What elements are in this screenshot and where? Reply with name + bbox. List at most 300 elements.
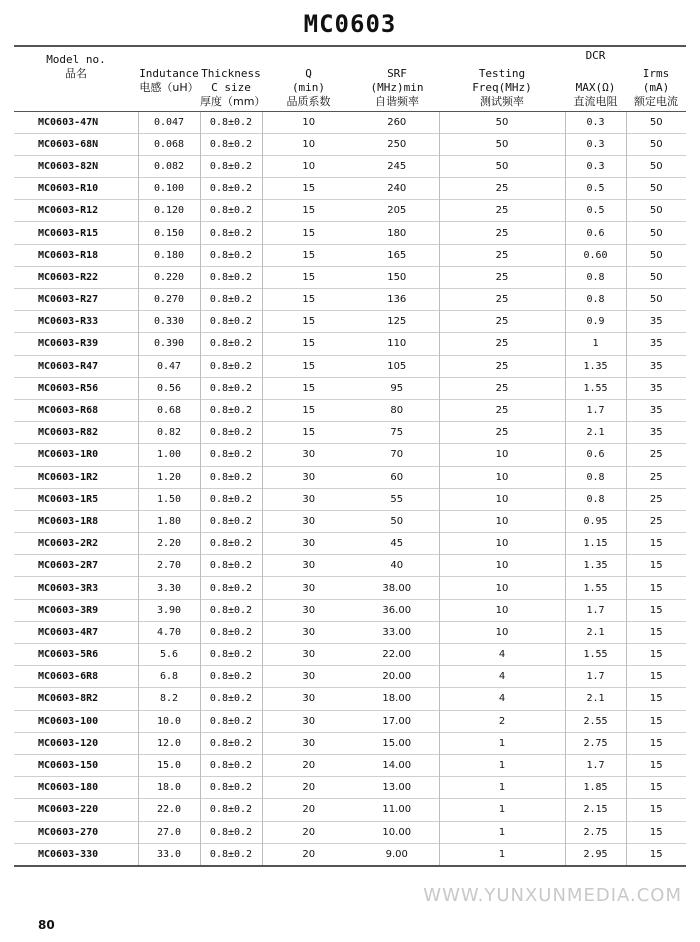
header-irms-en1: Irms	[642, 66, 670, 80]
header-srf-en1: SRF	[387, 66, 407, 80]
header-test-freq-en1: Testing	[478, 66, 526, 80]
header-inductance-en: Indutance	[139, 66, 199, 80]
cell-model: MC0603-R22	[14, 266, 138, 288]
cell-dcr: 1.7	[565, 599, 626, 621]
table-bottom-rule	[14, 865, 686, 867]
table-row	[14, 311, 686, 333]
cell-thickness: 0.8±0.2	[200, 311, 262, 333]
cell-q: 30	[262, 555, 355, 577]
cell-model: MC0603-R33	[14, 311, 138, 333]
cell-irms: 15	[626, 843, 686, 865]
cell-test-freq: 10	[439, 444, 565, 466]
cell-thickness: 0.8±0.2	[200, 200, 262, 222]
cell-thickness: 0.8±0.2	[200, 355, 262, 377]
cell-model: MC0603-R82	[14, 422, 138, 444]
cell-inductance: 0.270	[138, 289, 200, 311]
cell-dcr: 0.5	[565, 178, 626, 200]
cell-test-freq: 10	[439, 599, 565, 621]
table-row	[14, 355, 686, 377]
cell-inductance: 0.180	[138, 244, 200, 266]
cell-thickness: 0.8±0.2	[200, 754, 262, 776]
cell-model: MC0603-1R0	[14, 444, 138, 466]
table-row	[14, 333, 686, 355]
header-thickness	[200, 45, 266, 111]
cell-model: MC0603-68N	[14, 133, 138, 155]
cell-model: MC0603-5R6	[14, 644, 138, 666]
table-row	[14, 222, 686, 244]
cell-srf: 205	[355, 200, 439, 222]
table-row	[14, 155, 686, 177]
cell-test-freq: 4	[439, 688, 565, 710]
header-irms-zh: 额定电流	[634, 94, 678, 108]
cell-test-freq: 4	[439, 644, 565, 666]
cell-irms: 35	[626, 333, 686, 355]
cell-srf: 110	[355, 333, 439, 355]
cell-inductance: 0.120	[138, 200, 200, 222]
cell-srf: 17.00	[355, 710, 439, 732]
cell-model: MC0603-6R8	[14, 666, 138, 688]
table-row	[14, 200, 686, 222]
cell-test-freq: 10	[439, 488, 565, 510]
cell-dcr: 0.6	[565, 222, 626, 244]
header-dcr	[565, 45, 626, 111]
cell-model: MC0603-8R2	[14, 688, 138, 710]
header-model	[14, 45, 138, 111]
cell-dcr: 2.1	[565, 422, 626, 444]
table-row	[14, 399, 686, 421]
cell-thickness: 0.8±0.2	[200, 555, 262, 577]
cell-inductance: 0.068	[138, 133, 200, 155]
cell-q: 30	[262, 577, 355, 599]
cell-srf: 13.00	[355, 777, 439, 799]
table-row	[14, 732, 686, 754]
cell-thickness: 0.8±0.2	[200, 843, 262, 865]
cell-q: 15	[262, 200, 355, 222]
table-row	[14, 444, 686, 466]
cell-model: MC0603-150	[14, 754, 138, 776]
cell-irms: 15	[626, 599, 686, 621]
cell-model: MC0603-R10	[14, 178, 138, 200]
cell-thickness: 0.8±0.2	[200, 266, 262, 288]
table-row	[14, 133, 686, 155]
cell-inductance: 0.047	[138, 111, 200, 133]
header-dcr-en: MAX(Ω)	[575, 80, 616, 94]
cell-model: MC0603-180	[14, 777, 138, 799]
cell-irms: 25	[626, 488, 686, 510]
cell-q: 20	[262, 777, 355, 799]
cell-inductance: 0.330	[138, 311, 200, 333]
cell-inductance: 18.0	[138, 777, 200, 799]
cell-q: 30	[262, 488, 355, 510]
cell-model: MC0603-330	[14, 843, 138, 865]
cell-test-freq: 10	[439, 577, 565, 599]
table-row	[14, 599, 686, 621]
cell-model: MC0603-3R9	[14, 599, 138, 621]
cell-irms: 15	[626, 710, 686, 732]
cell-srf: 50	[355, 510, 439, 532]
cell-srf: 9.00	[355, 843, 439, 865]
spec-table	[14, 45, 686, 866]
cell-thickness: 0.8±0.2	[200, 821, 262, 843]
cell-inductance: 6.8	[138, 666, 200, 688]
cell-dcr: 0.60	[565, 244, 626, 266]
cell-dcr: 0.8	[565, 466, 626, 488]
cell-srf: 136	[355, 289, 439, 311]
cell-q: 15	[262, 289, 355, 311]
cell-test-freq: 10	[439, 621, 565, 643]
table-row	[14, 510, 686, 532]
cell-srf: 70	[355, 444, 439, 466]
cell-inductance: 12.0	[138, 732, 200, 754]
cell-srf: 10.00	[355, 821, 439, 843]
table-top-rule	[14, 45, 686, 47]
table-row	[14, 422, 686, 444]
cell-irms: 35	[626, 311, 686, 333]
cell-q: 15	[262, 178, 355, 200]
cell-irms: 50	[626, 222, 686, 244]
cell-inductance: 4.70	[138, 621, 200, 643]
cell-inductance: 8.2	[138, 688, 200, 710]
cell-test-freq: 25	[439, 333, 565, 355]
cell-srf: 180	[355, 222, 439, 244]
cell-dcr: 0.6	[565, 444, 626, 466]
table-row	[14, 777, 686, 799]
cell-q: 15	[262, 222, 355, 244]
cell-srf: 105	[355, 355, 439, 377]
cell-irms: 50	[626, 266, 686, 288]
cell-irms: 50	[626, 133, 686, 155]
cell-q: 15	[262, 266, 355, 288]
cell-srf: 260	[355, 111, 439, 133]
table-row	[14, 644, 686, 666]
cell-test-freq: 25	[439, 222, 565, 244]
cell-model: MC0603-R39	[14, 333, 138, 355]
cell-thickness: 0.8±0.2	[200, 444, 262, 466]
cell-test-freq: 25	[439, 422, 565, 444]
cell-test-freq: 1	[439, 732, 565, 754]
cell-dcr: 1.35	[565, 555, 626, 577]
cell-irms: 35	[626, 377, 686, 399]
cell-test-freq: 25	[439, 399, 565, 421]
cell-irms: 15	[626, 799, 686, 821]
cell-dcr: 0.9	[565, 311, 626, 333]
cell-test-freq: 25	[439, 355, 565, 377]
cell-q: 30	[262, 621, 355, 643]
header-dcr-zh: 直流电阻	[573, 94, 618, 108]
cell-test-freq: 10	[439, 466, 565, 488]
cell-thickness: 0.8±0.2	[200, 244, 262, 266]
header-irms	[626, 45, 686, 111]
cell-irms: 50	[626, 289, 686, 311]
cell-dcr: 0.8	[565, 289, 626, 311]
cell-model: MC0603-3R3	[14, 577, 138, 599]
cell-dcr: 1.7	[565, 754, 626, 776]
cell-q: 15	[262, 399, 355, 421]
cell-q: 15	[262, 422, 355, 444]
cell-q: 30	[262, 533, 355, 555]
cell-model: MC0603-2R2	[14, 533, 138, 555]
cell-q: 30	[262, 732, 355, 754]
cell-model: MC0603-1R5	[14, 488, 138, 510]
cell-thickness: 0.8±0.2	[200, 666, 262, 688]
cell-dcr: 2.55	[565, 710, 626, 732]
cell-q: 10	[262, 133, 355, 155]
cell-inductance: 1.20	[138, 466, 200, 488]
cell-inductance: 2.20	[138, 533, 200, 555]
cell-thickness: 0.8±0.2	[200, 466, 262, 488]
header-row	[14, 45, 686, 111]
cell-thickness: 0.8±0.2	[200, 178, 262, 200]
header-q	[262, 45, 355, 111]
cell-model: MC0603-R15	[14, 222, 138, 244]
cell-model: MC0603-220	[14, 799, 138, 821]
cell-srf: 240	[355, 178, 439, 200]
cell-model: MC0603-1R8	[14, 510, 138, 532]
cell-dcr: 2.75	[565, 821, 626, 843]
cell-inductance: 1.50	[138, 488, 200, 510]
cell-thickness: 0.8±0.2	[200, 732, 262, 754]
cell-irms: 15	[626, 621, 686, 643]
cell-test-freq: 1	[439, 843, 565, 865]
cell-inductance: 33.0	[138, 843, 200, 865]
cell-srf: 250	[355, 133, 439, 155]
cell-inductance: 0.220	[138, 266, 200, 288]
cell-q: 30	[262, 599, 355, 621]
cell-irms: 50	[626, 200, 686, 222]
cell-test-freq: 25	[439, 289, 565, 311]
table-row	[14, 178, 686, 200]
header-test-freq	[439, 45, 565, 111]
table-row	[14, 466, 686, 488]
cell-irms: 35	[626, 422, 686, 444]
cell-thickness: 0.8±0.2	[200, 621, 262, 643]
cell-inductance: 2.70	[138, 555, 200, 577]
header-srf	[355, 45, 439, 111]
header-irms-en2: (mA)	[642, 80, 670, 94]
cell-model: MC0603-120	[14, 732, 138, 754]
table-row	[14, 289, 686, 311]
cell-model: MC0603-1R2	[14, 466, 138, 488]
cell-q: 20	[262, 799, 355, 821]
header-model-en: Model no.	[46, 53, 106, 66]
cell-irms: 50	[626, 244, 686, 266]
cell-irms: 15	[626, 732, 686, 754]
cell-srf: 80	[355, 399, 439, 421]
cell-srf: 14.00	[355, 754, 439, 776]
header-thickness-en1: Thickness	[201, 66, 261, 80]
cell-inductance: 0.68	[138, 399, 200, 421]
cell-model: MC0603-R12	[14, 200, 138, 222]
cell-irms: 25	[626, 510, 686, 532]
table-row	[14, 754, 686, 776]
cell-srf: 45	[355, 533, 439, 555]
cell-srf: 15.00	[355, 732, 439, 754]
cell-test-freq: 25	[439, 244, 565, 266]
cell-q: 30	[262, 710, 355, 732]
header-test-freq-zh: 测试频率	[480, 94, 524, 108]
cell-thickness: 0.8±0.2	[200, 533, 262, 555]
cell-irms: 15	[626, 821, 686, 843]
cell-test-freq: 50	[439, 111, 565, 133]
header-q-zh: 品质系数	[286, 94, 331, 108]
cell-thickness: 0.8±0.2	[200, 799, 262, 821]
cell-q: 15	[262, 311, 355, 333]
cell-srf: 75	[355, 422, 439, 444]
header-srf-zh: 自谐频率	[375, 94, 419, 108]
cell-thickness: 0.8±0.2	[200, 510, 262, 532]
header-thickness-en2: C size	[211, 80, 251, 94]
cell-dcr: 2.95	[565, 843, 626, 865]
cell-model: MC0603-82N	[14, 155, 138, 177]
header-thickness-zh: 厚度（mm）	[200, 94, 266, 108]
cell-test-freq: 25	[439, 311, 565, 333]
cell-q: 30	[262, 644, 355, 666]
header-inductance-zh: 电感（uH）	[139, 80, 199, 94]
cell-dcr: 0.3	[565, 155, 626, 177]
cell-irms: 25	[626, 466, 686, 488]
cell-thickness: 0.8±0.2	[200, 688, 262, 710]
page-number: 80	[38, 918, 55, 932]
cell-dcr: 1.35	[565, 355, 626, 377]
cell-inductance: 0.100	[138, 178, 200, 200]
cell-model: MC0603-270	[14, 821, 138, 843]
header-inductance	[138, 45, 200, 111]
cell-irms: 50	[626, 178, 686, 200]
cell-model: MC0603-100	[14, 710, 138, 732]
cell-inductance: 27.0	[138, 821, 200, 843]
cell-model: MC0603-R18	[14, 244, 138, 266]
cell-irms: 15	[626, 754, 686, 776]
cell-inductance: 22.0	[138, 799, 200, 821]
table-row	[14, 488, 686, 510]
cell-inductance: 0.82	[138, 422, 200, 444]
table-row	[14, 111, 686, 133]
cell-inductance: 1.80	[138, 510, 200, 532]
cell-inductance: 15.0	[138, 754, 200, 776]
cell-test-freq: 4	[439, 666, 565, 688]
table-row	[14, 710, 686, 732]
cell-irms: 50	[626, 155, 686, 177]
cell-model: MC0603-47N	[14, 111, 138, 133]
cell-irms: 15	[626, 777, 686, 799]
cell-irms: 15	[626, 688, 686, 710]
cell-q: 15	[262, 244, 355, 266]
cell-dcr: 1.55	[565, 577, 626, 599]
table-row	[14, 666, 686, 688]
cell-srf: 36.00	[355, 599, 439, 621]
cell-model: MC0603-2R7	[14, 555, 138, 577]
table-row	[14, 821, 686, 843]
cell-dcr: 2.1	[565, 621, 626, 643]
cell-thickness: 0.8±0.2	[200, 111, 262, 133]
cell-irms: 35	[626, 399, 686, 421]
cell-thickness: 0.8±0.2	[200, 599, 262, 621]
cell-dcr: 1.15	[565, 533, 626, 555]
cell-q: 30	[262, 688, 355, 710]
cell-test-freq: 10	[439, 510, 565, 532]
header-q-en2: (min)	[291, 80, 326, 94]
cell-irms: 15	[626, 533, 686, 555]
cell-irms: 15	[626, 666, 686, 688]
cell-thickness: 0.8±0.2	[200, 488, 262, 510]
cell-model: MC0603-R47	[14, 355, 138, 377]
cell-srf: 22.00	[355, 644, 439, 666]
cell-q: 30	[262, 466, 355, 488]
cell-q: 20	[262, 821, 355, 843]
cell-model: MC0603-R27	[14, 289, 138, 311]
header-dcr-top: DCR	[585, 49, 606, 62]
cell-dcr: 2.15	[565, 799, 626, 821]
cell-dcr: 0.8	[565, 488, 626, 510]
header-rule	[14, 111, 686, 112]
cell-test-freq: 2	[439, 710, 565, 732]
cell-srf: 95	[355, 377, 439, 399]
table-row	[14, 244, 686, 266]
cell-test-freq: 50	[439, 155, 565, 177]
cell-dcr: 1.7	[565, 399, 626, 421]
cell-inductance: 0.082	[138, 155, 200, 177]
cell-inductance: 3.30	[138, 577, 200, 599]
cell-dcr: 0.3	[565, 133, 626, 155]
cell-dcr: 2.75	[565, 732, 626, 754]
cell-test-freq: 1	[439, 799, 565, 821]
cell-inductance: 0.390	[138, 333, 200, 355]
cell-irms: 35	[626, 355, 686, 377]
cell-srf: 55	[355, 488, 439, 510]
watermark: WWW.YUNXUNMEDIA.COM	[423, 885, 682, 906]
cell-thickness: 0.8±0.2	[200, 222, 262, 244]
cell-inductance: 0.47	[138, 355, 200, 377]
cell-test-freq: 25	[439, 200, 565, 222]
cell-srf: 165	[355, 244, 439, 266]
cell-test-freq: 25	[439, 266, 565, 288]
cell-srf: 40	[355, 555, 439, 577]
cell-model: MC0603-R56	[14, 377, 138, 399]
cell-test-freq: 10	[439, 533, 565, 555]
cell-dcr: 1.85	[565, 777, 626, 799]
cell-dcr: 1.7	[565, 666, 626, 688]
table-row	[14, 621, 686, 643]
cell-thickness: 0.8±0.2	[200, 777, 262, 799]
cell-inductance: 10.0	[138, 710, 200, 732]
cell-srf: 33.00	[355, 621, 439, 643]
cell-q: 15	[262, 355, 355, 377]
cell-thickness: 0.8±0.2	[200, 710, 262, 732]
cell-srf: 245	[355, 155, 439, 177]
cell-thickness: 0.8±0.2	[200, 333, 262, 355]
cell-dcr: 0.3	[565, 111, 626, 133]
cell-irms: 25	[626, 444, 686, 466]
cell-thickness: 0.8±0.2	[200, 289, 262, 311]
cell-q: 15	[262, 333, 355, 355]
header-srf-en2: (MHz)min	[370, 80, 424, 94]
cell-dcr: 0.95	[565, 510, 626, 532]
cell-srf: 38.00	[355, 577, 439, 599]
cell-q: 30	[262, 666, 355, 688]
cell-thickness: 0.8±0.2	[200, 644, 262, 666]
cell-q: 10	[262, 111, 355, 133]
cell-thickness: 0.8±0.2	[200, 155, 262, 177]
table-row	[14, 799, 686, 821]
table-body	[14, 111, 686, 865]
cell-q: 20	[262, 754, 355, 776]
cell-srf: 11.00	[355, 799, 439, 821]
cell-q: 10	[262, 155, 355, 177]
cell-inductance: 5.6	[138, 644, 200, 666]
cell-srf: 150	[355, 266, 439, 288]
cell-thickness: 0.8±0.2	[200, 133, 262, 155]
cell-irms: 15	[626, 555, 686, 577]
